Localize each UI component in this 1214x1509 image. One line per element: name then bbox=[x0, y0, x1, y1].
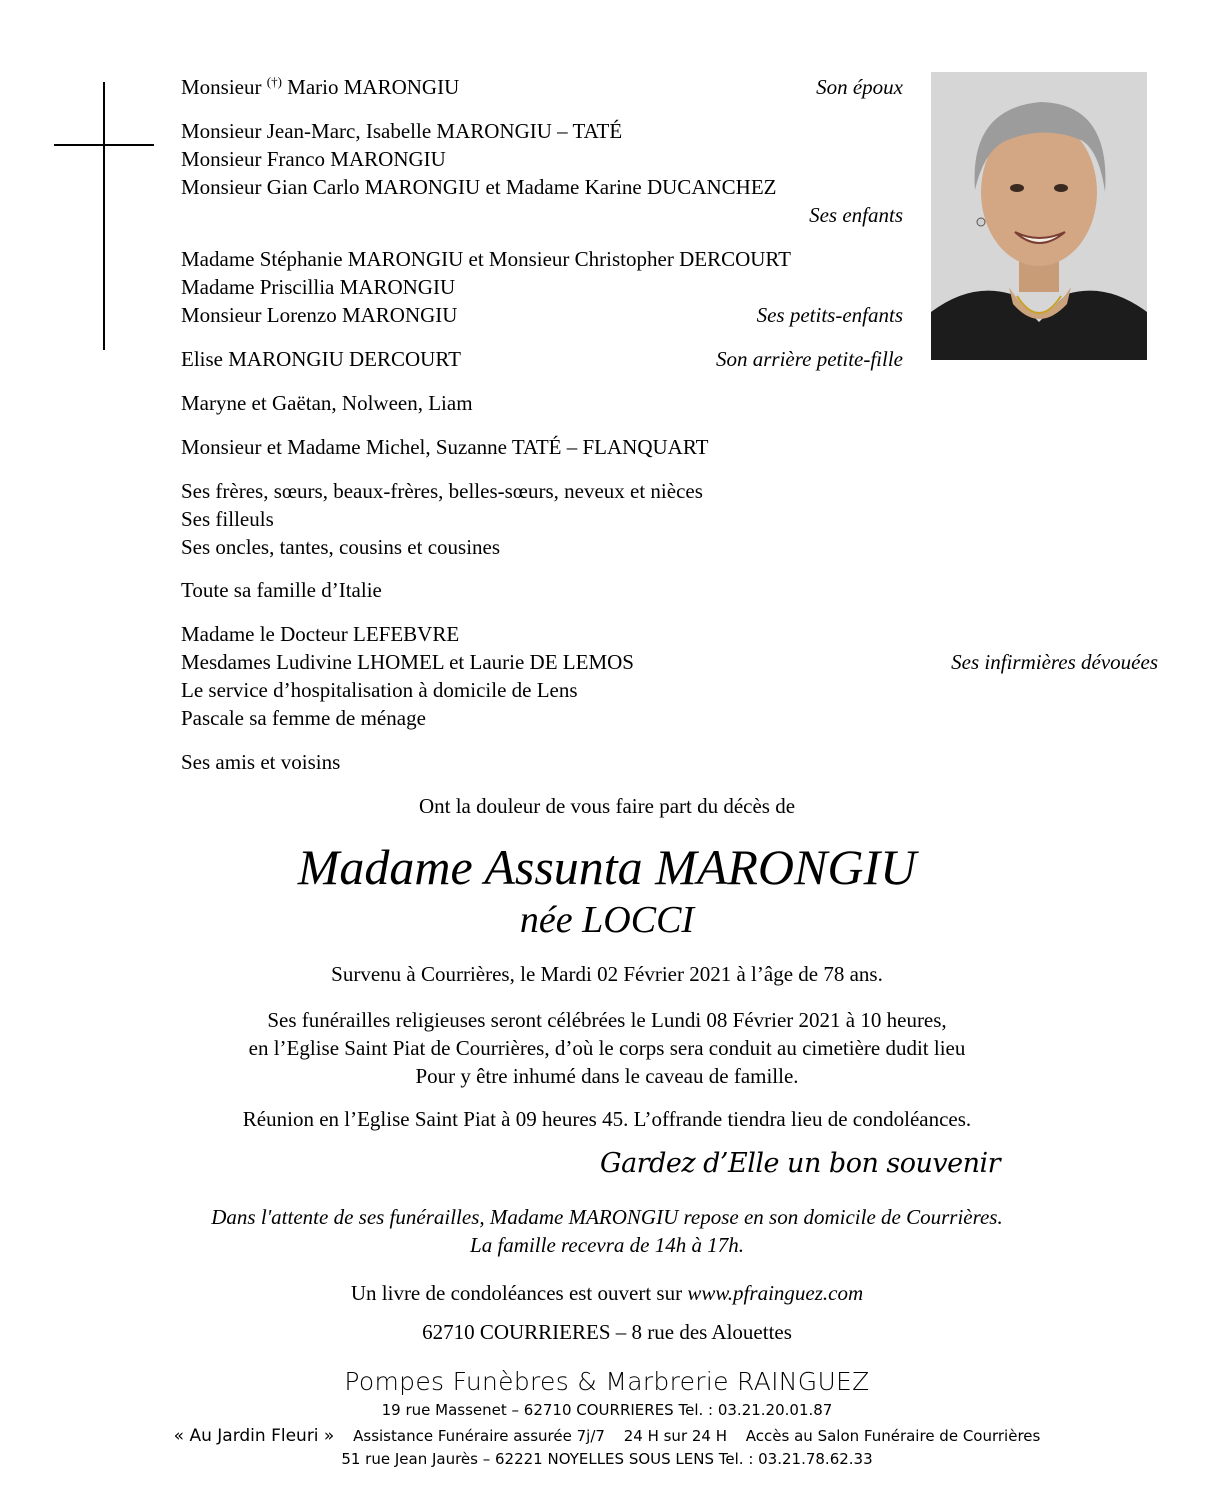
portrait-illustration bbox=[931, 72, 1147, 360]
friends-line bbox=[181, 748, 903, 776]
cross-icon-bar bbox=[54, 144, 154, 146]
condolence-book bbox=[0, 1279, 1214, 1307]
portrait-photo bbox=[931, 72, 1147, 360]
company-name: Pompes Funèbres & Marbrerie RAINGUEZ bbox=[344, 1367, 870, 1396]
children-section bbox=[181, 117, 903, 229]
others-line-1 bbox=[181, 389, 903, 417]
other-relatives: Maryne et Gaëtan, Nolween, Liam bbox=[181, 391, 473, 415]
cross-icon bbox=[103, 82, 105, 350]
relatives-line: Ses filleuls bbox=[181, 507, 274, 531]
care-line: Madame le Docteur LEFEBVRE bbox=[181, 622, 460, 646]
care-line: Mesdames Ludivine LHOMEL et Laurie DE LEMOS bbox=[181, 650, 634, 674]
funeral-details bbox=[0, 1006, 1214, 1090]
child-name: Monsieur Franco MARONGIU bbox=[181, 147, 446, 171]
funeral-line: en l’Eglise Saint Piat de Courrières, d’où le corps sera conduit au cimetière dudit lieu bbox=[248, 1036, 966, 1060]
great-grandchild-name: Elise MARONGIU DERCOURT bbox=[181, 347, 461, 371]
wake-info bbox=[0, 1203, 1214, 1259]
company-address: 19 rue Massenet – 62710 COURRIERES Tel. : 03.21.20.01.87 bbox=[381, 1401, 833, 1419]
wake-line: La famille recevra de 14h à 17h. bbox=[470, 1233, 744, 1257]
nurses-role: Ses infirmières dévouées bbox=[951, 650, 1158, 674]
funeral-line: Pour y être inhumé dans le caveau de famille. bbox=[415, 1064, 799, 1088]
home-address: 62710 COURRIERES – 8 rue des Alouettes bbox=[422, 1320, 792, 1344]
in-laws: Monsieur et Madame Michel, Suzanne TATÉ – FLANQUART bbox=[181, 435, 709, 459]
jardin-services bbox=[0, 1425, 1214, 1447]
spouse-name: Monsieur (†) Mario MARONGIU bbox=[181, 74, 460, 99]
wake-line: Dans l'attente de ses funérailles, Madame MARONGIU repose en son domicile de Courrières. bbox=[211, 1205, 1003, 1229]
grandchildren-section bbox=[181, 245, 903, 329]
italy-line bbox=[181, 576, 903, 604]
child-name: Monsieur Jean-Marc, Isabelle MARONGIU – TATÉ bbox=[181, 119, 623, 143]
friends: Ses amis et voisins bbox=[181, 750, 341, 774]
grandchild-name: Madame Stéphanie MARONGIU et Monsieur Christopher DERCOURT bbox=[181, 247, 791, 271]
great-grandchild-section bbox=[181, 345, 903, 373]
service-item: Assistance Funéraire assurée 7j/7 bbox=[353, 1427, 605, 1445]
relatives-line: Ses oncles, tantes, cousins et cousines bbox=[181, 535, 501, 559]
care-line: Le service d’hospitalisation à domicile de Lens bbox=[181, 678, 578, 702]
service-item: 24 H sur 24 H bbox=[623, 1427, 728, 1445]
relatives-section bbox=[181, 477, 903, 561]
condolence-book-text: Un livre de condoléances est ouvert sur bbox=[350, 1281, 683, 1305]
grandchild-name: Madame Priscillia MARONGIU bbox=[181, 275, 456, 299]
grandchildren-role: Ses petits-enfants bbox=[756, 303, 903, 327]
jardin-address: 51 rue Jean Jaurès – 62221 NOYELLES SOUS LENS Tel. : 03.21.78.62.33 bbox=[341, 1450, 873, 1468]
grandchild-name: Monsieur Lorenzo MARONGIU bbox=[181, 303, 458, 327]
care-line: Pascale sa femme de ménage bbox=[181, 706, 426, 730]
death-date: Survenu à Courrières, le Mardi 02 Février 2021 à l’âge de 78 ans. bbox=[331, 962, 883, 986]
maiden-name: née LOCCI bbox=[519, 899, 695, 941]
motto: Gardez d’Elle un bon souvenir bbox=[600, 1148, 1001, 1179]
condolence-book-link[interactable]: www.pfrainguez.com bbox=[687, 1281, 864, 1305]
children-role: Ses enfants bbox=[809, 203, 903, 227]
spouse-role: Son époux bbox=[816, 75, 903, 99]
italy-family: Toute sa famille d’Italie bbox=[181, 578, 382, 602]
meeting-text: Réunion en l’Eglise Saint Piat à 09 heures 45. L’offrande tiendra lieu de condoléances. bbox=[242, 1107, 972, 1131]
jardin-name: « Au Jardin Fleuri » bbox=[173, 1426, 335, 1446]
service-item: Accès au Salon Funéraire de Courrières bbox=[745, 1427, 1041, 1445]
care-section bbox=[181, 620, 903, 732]
child-name: Monsieur Gian Carlo MARONGIU et Madame Karine DUCANCHEZ bbox=[181, 175, 777, 199]
great-grandchild-role: Son arrière petite-fille bbox=[715, 347, 903, 371]
relatives-line: Ses frères, sœurs, beaux-frères, belles-sœurs, neveux et nièces bbox=[181, 479, 703, 503]
others-line-2 bbox=[181, 433, 903, 461]
funeral-line: Ses funérailles religieuses seront célébrées le Lundi 08 Février 2021 à 10 heures, bbox=[267, 1008, 947, 1032]
deceased-name: Madame Assunta MARONGIU bbox=[297, 839, 917, 895]
intro-text: Ont la douleur de vous faire part du décès de bbox=[418, 794, 796, 818]
spouse-section bbox=[181, 73, 903, 101]
